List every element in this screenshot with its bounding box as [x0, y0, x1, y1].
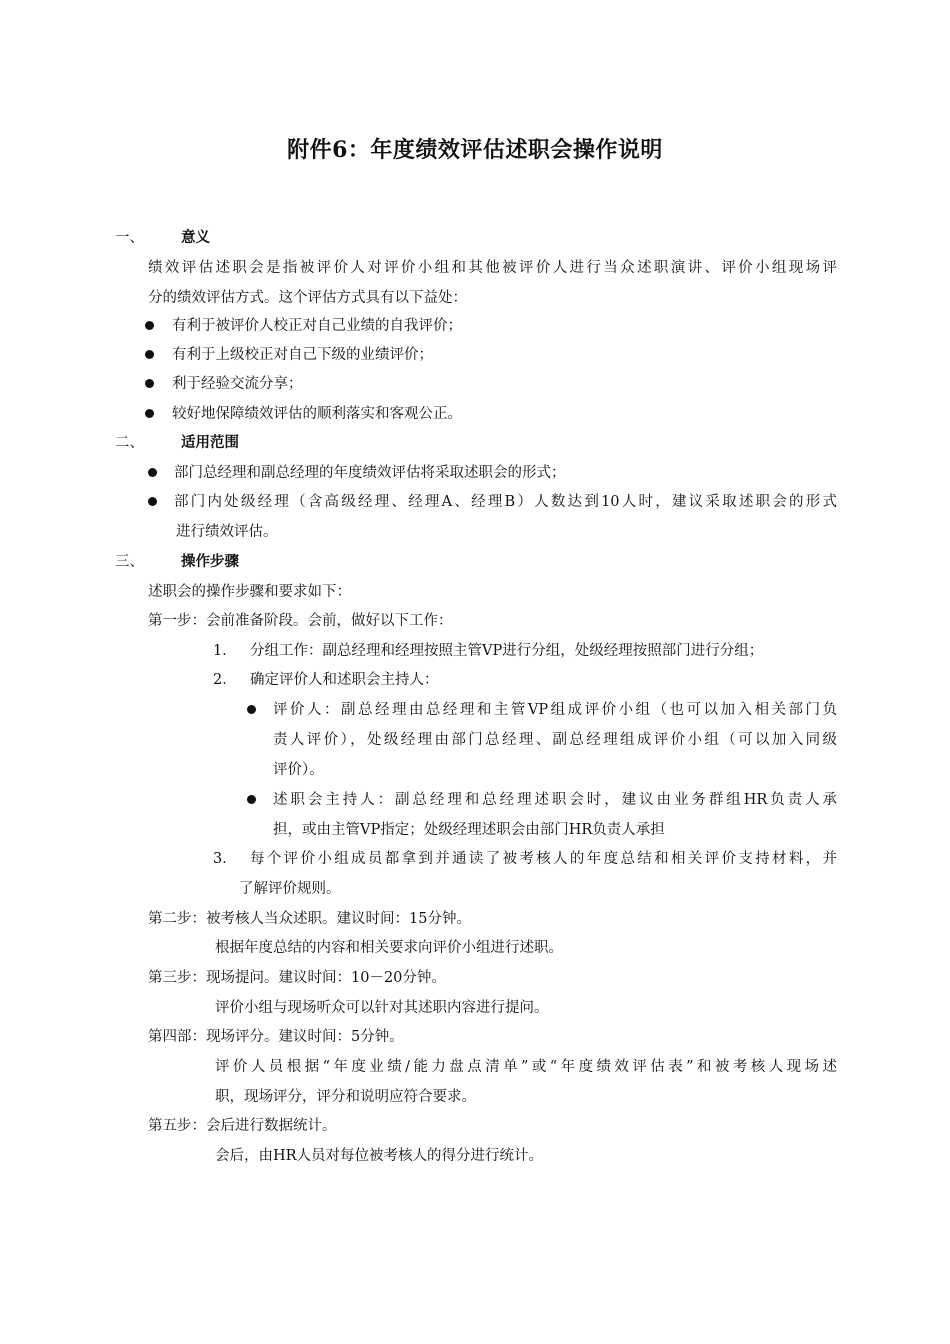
bullet-icon: [145, 350, 154, 359]
section-1-intro-line-1: 绩效评估述职会是指被评价人对评价小组和其他被评价人进行当众述职演讲、评价小组现场评: [148, 260, 837, 276]
step-4: 第四部：现场评分。建议时间：5分钟。: [148, 1029, 404, 1045]
bullet-icon: [145, 321, 154, 330]
section-3-title: 操作步骤: [181, 553, 239, 570]
item-3-line-1: 每个评价小组成员都拿到并通读了被考核人的年度总结和相关评价支持材料，并: [250, 851, 837, 867]
section-2-bullet-2-line-1: 部门内处级经理（含高级经理、经理A、经理B）人数达到10人时，建议采取述职会的形式: [174, 494, 837, 510]
item-1-text: 分组工作：副总经理和经理按照主管VP进行分组，处级经理按照部门进行分组；: [250, 643, 764, 659]
step-5: 第五步：会后进行数据统计。: [148, 1118, 337, 1134]
section-1-bullet-3: 利于经验交流分享；: [172, 376, 303, 392]
step-2-description: 根据年度总结的内容和相关要求向评价小组进行述职。: [215, 940, 563, 956]
step-2: 第二步：被考核人当众述职。建议时间：15分钟。: [148, 911, 471, 927]
section-2-number: 二、: [115, 435, 144, 451]
section-2-bullet-1: 部门总经理和副总经理的年度绩效评估将采取述职会的形式；: [174, 465, 566, 481]
bullet-icon: [247, 795, 256, 804]
bullet-icon: [148, 468, 157, 477]
sub-bullet-1-line-3: 评价）。: [273, 762, 324, 778]
step-3-description: 评价小组与现场听众可以针对其述职内容进行提问。: [215, 1000, 549, 1016]
bullet-icon: [145, 379, 154, 388]
step-1: 第一步：会前准备阶段。会前，做好以下工作：: [148, 613, 453, 629]
section-2-title: 适用范围: [181, 434, 239, 451]
section-1-title: 意义: [181, 229, 210, 246]
sub-bullet-2-line-1: 述职会主持人：副总经理和总经理述职会时，建议由业务群组HR负责人承: [273, 792, 837, 808]
step-4-description-line-2: 职，现场评分，评分和说明应符合要求。: [215, 1089, 476, 1105]
step-4-description-line-1: 评价人员根据“年度业绩/能力盘点清单”或“年度绩效评估表”和被考核人现场述: [215, 1059, 837, 1075]
section-1-bullet-4: 较好地保障绩效评估的顺利落实和客观公正。: [172, 406, 462, 422]
item-3-line-2: 了解评价规则。: [239, 881, 341, 897]
bullet-icon: [247, 705, 256, 714]
section-1-number: 一、: [115, 230, 144, 246]
bullet-icon: [145, 409, 154, 418]
section-1-bullet-2: 有利于上级校正对自己下级的业绩评价；: [172, 347, 433, 363]
section-3-number: 三、: [115, 554, 144, 570]
bullet-icon: [148, 497, 157, 506]
item-2-number: 2．: [213, 672, 237, 688]
section-1-bullet-1: 有利于被评价人校正对自己业绩的自我评价；: [172, 318, 462, 334]
item-3-number: 3．: [213, 851, 237, 867]
step-5-description: 会后，由HR人员对每位被考核人的得分进行统计。: [215, 1148, 544, 1164]
section-3-intro: 述职会的操作步骤和要求如下：: [148, 584, 351, 600]
document-title: 附件6：年度绩效评估述职会操作说明: [287, 137, 663, 163]
section-2-bullet-2-line-2: 进行绩效评估。: [176, 524, 278, 540]
step-3: 第三步：现场提问。建议时间：10－20分钟。: [148, 970, 446, 986]
item-2-text: 确定评价人和述职会主持人：: [250, 672, 439, 688]
sub-bullet-1-line-1: 评价人：副总经理由总经理和主管VP组成评价小组（也可以加入相关部门负: [273, 702, 837, 718]
sub-bullet-1-line-2: 责人评价），处级经理由部门总经理、副总经理组成评价小组（可以加入同级: [273, 732, 837, 748]
item-1-number: 1．: [213, 643, 237, 659]
sub-bullet-2-line-2: 担，或由主管VP指定；处级经理述职会由部门HR负责人承担: [273, 822, 665, 838]
section-1-intro-line-2: 分的绩效评估方式。这个评估方式具有以下益处：: [148, 290, 467, 306]
